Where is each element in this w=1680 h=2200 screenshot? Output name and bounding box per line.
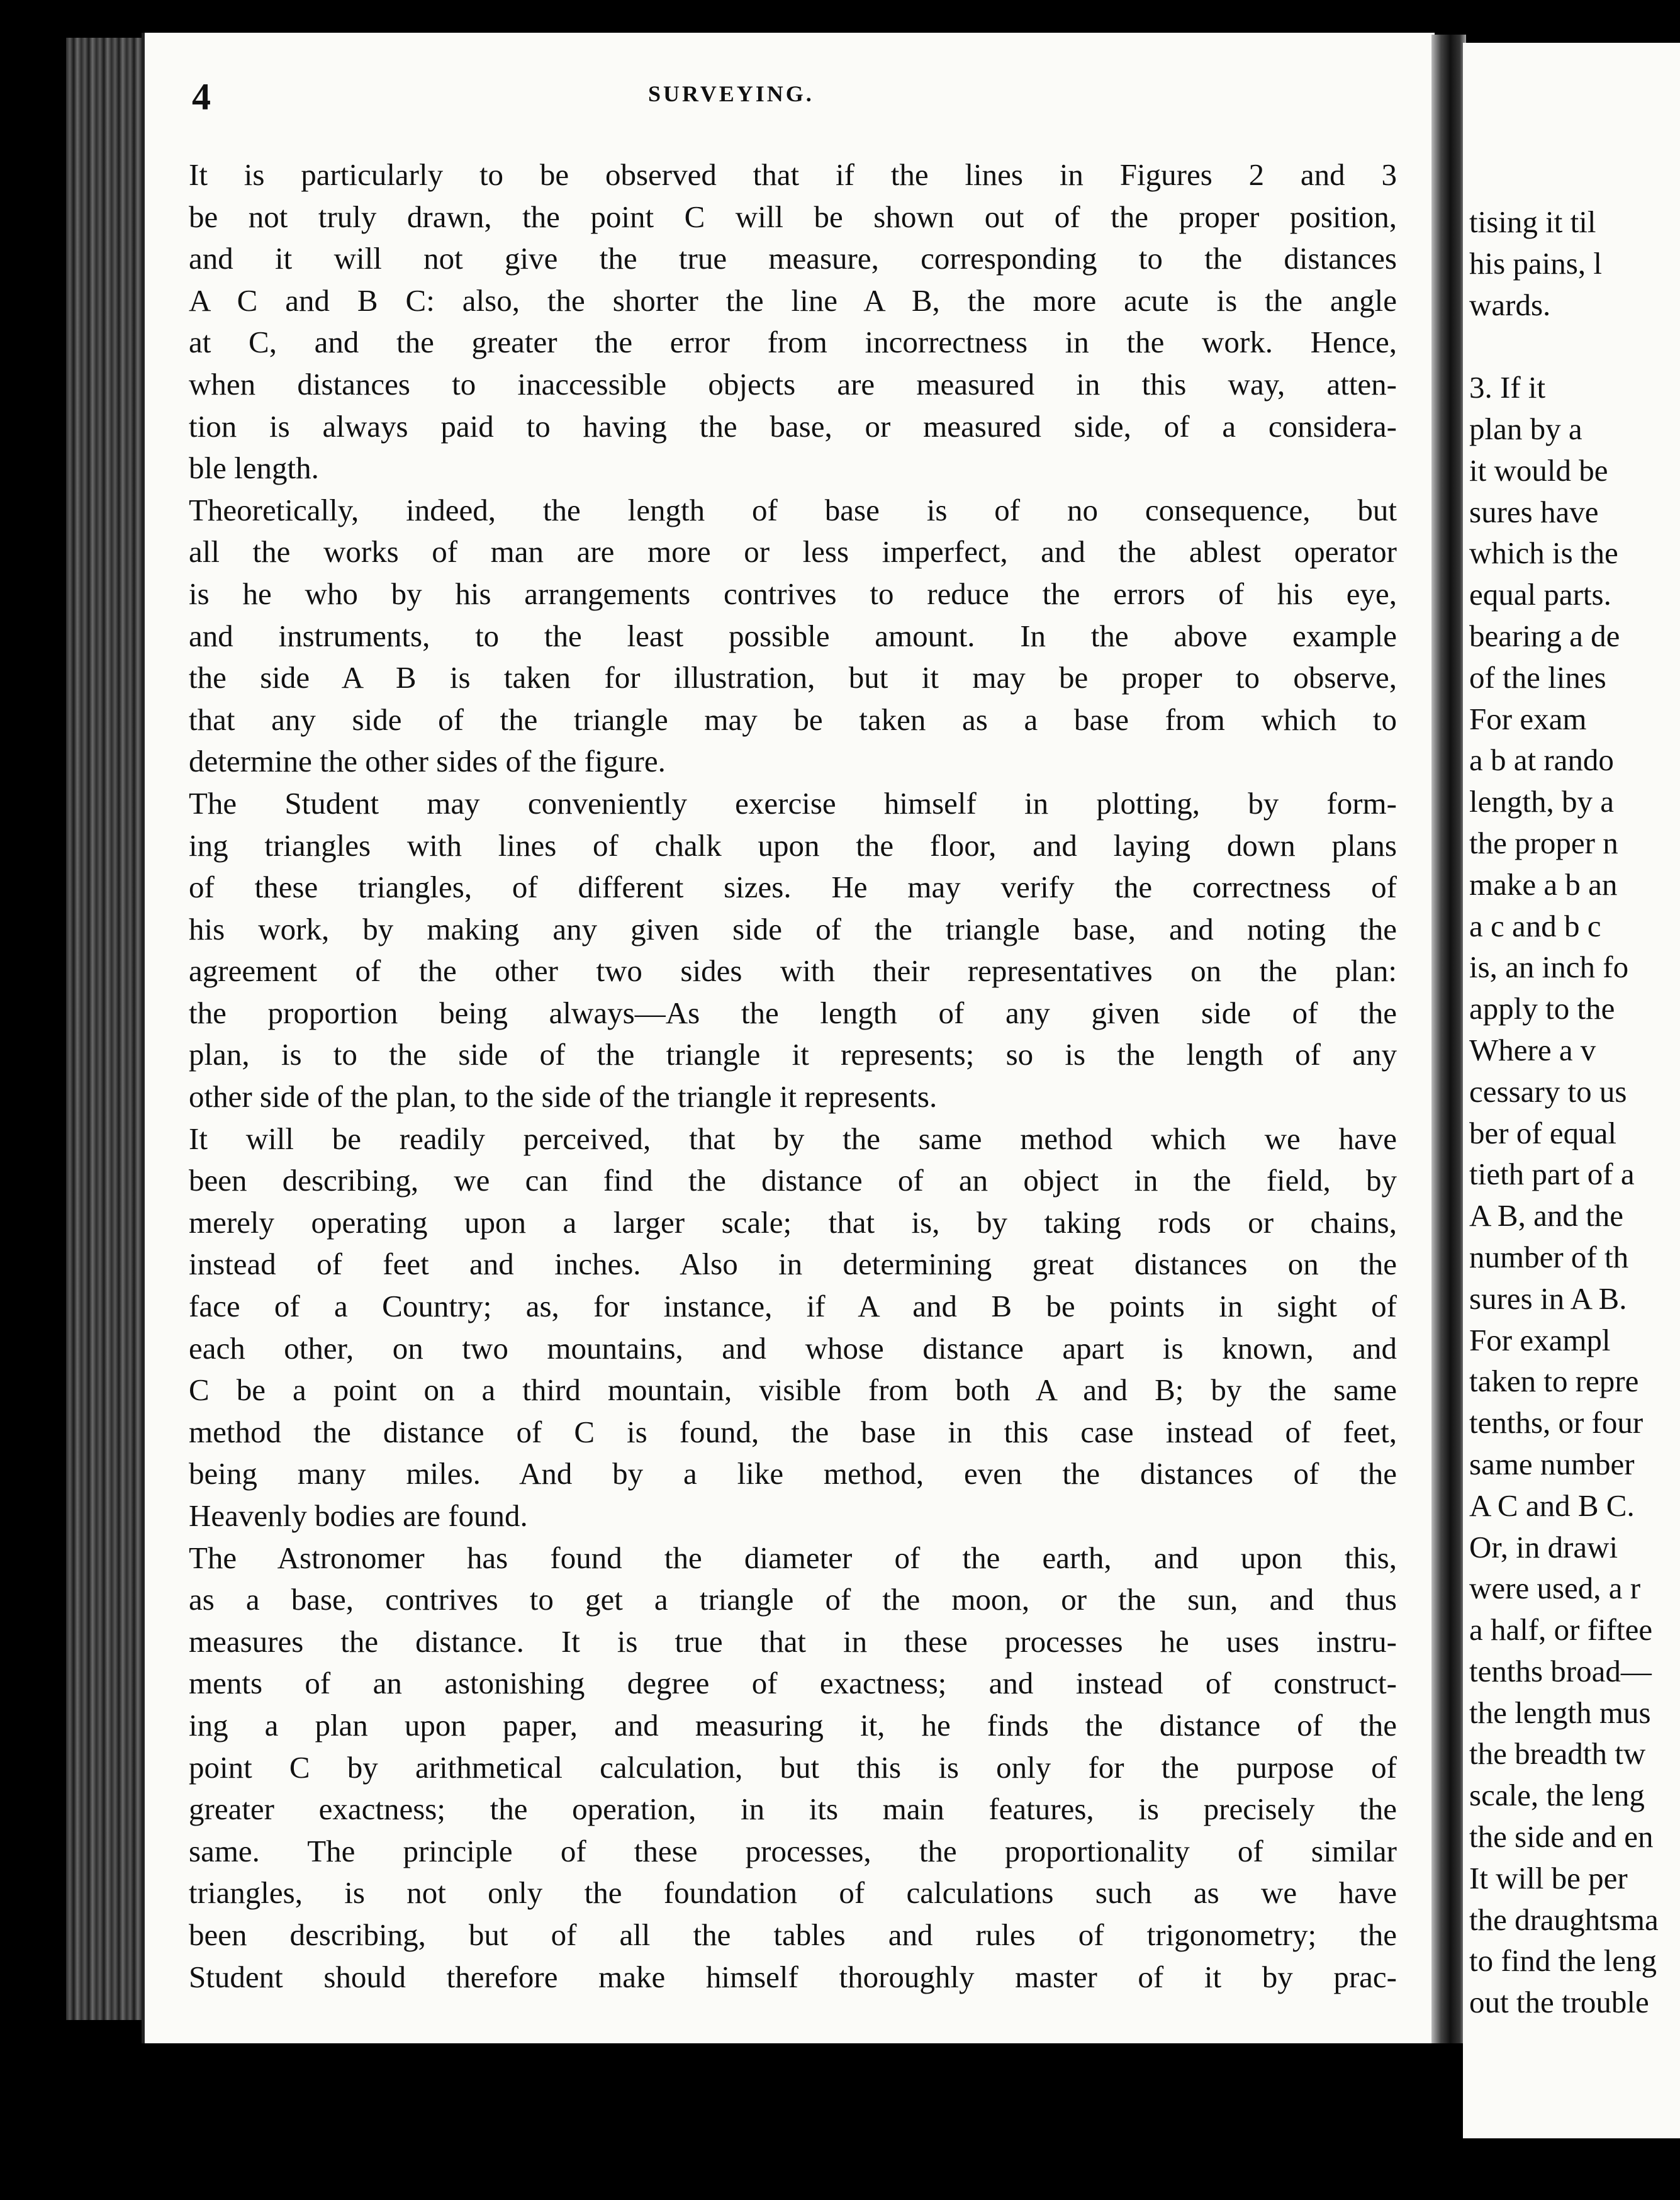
text-line: ing triangles with lines of chalk upon the floor, and laying down plans: [189, 828, 1397, 863]
facing-text-line: taken to repre: [1469, 1364, 1639, 1399]
text-line: determine the other sides of the figure.: [189, 744, 666, 779]
facing-text-line: Or, in drawi: [1469, 1529, 1618, 1564]
facing-text-line: bearing a de: [1469, 618, 1620, 653]
facing-text-line: apply to the: [1469, 991, 1615, 1026]
facing-text-line: tieth part of a: [1469, 1157, 1635, 1192]
facing-text-line: For exampl: [1469, 1322, 1611, 1357]
text-line: as a base, contrives to get a triangle of the moon, or the sun, and thus: [189, 1582, 1397, 1617]
text-line: instead of feet and inches. Also in determining great distances on the: [189, 1247, 1397, 1282]
running-head: SURVEYING.: [648, 81, 814, 106]
text-line: other side of the plan, to the side of the triangle it represents.: [189, 1079, 938, 1114]
facing-text-line: 3. If it: [1469, 370, 1546, 405]
facing-text-line: wards.: [1469, 287, 1551, 322]
text-line: of these triangles, of different sizes. He may verify the correctness of: [189, 870, 1397, 905]
text-line: when distances to inaccessible objects are measured in this way, atten-: [189, 366, 1397, 401]
facing-text-line: the length mus: [1469, 1695, 1651, 1730]
text-line: tion is always paid to having the base, or measured side, of a considera-: [189, 408, 1397, 444]
facing-text-line: to find the leng: [1469, 1943, 1657, 1978]
facing-text-line: a b at rando: [1469, 743, 1614, 778]
text-line: and it will not give the true measure, corresponding to the distances: [189, 241, 1397, 276]
facing-text-line: ber of equal: [1469, 1115, 1616, 1150]
text-line: triangles, is not only the foundation of calculations such as we have: [189, 1875, 1397, 1911]
text-line: the proportion being always—As the length of any given side of the: [189, 995, 1397, 1030]
facing-text-line: a half, or fiftee: [1469, 1612, 1653, 1647]
facing-text-line: sures in A B.: [1469, 1281, 1627, 1316]
main-text-block: [189, 154, 1397, 1998]
book-gutter: [1431, 35, 1466, 2130]
text-line: and instruments, to the least possible amount. In the above example: [189, 618, 1397, 653]
facing-text-line: it would be: [1469, 452, 1608, 488]
facing-text-line: sures have: [1469, 494, 1599, 529]
text-line: ments of an astonishing degree of exactness; and instead of construct-: [189, 1666, 1397, 1701]
facing-text-line: length, by a: [1469, 784, 1614, 819]
facing-text-line: equal parts.: [1469, 577, 1611, 612]
text-line: been describing, but of all the tables and rules of trigonometry; the: [189, 1917, 1397, 1952]
text-line: A C and B C: also, the shorter the line A B, the more acute is the angle: [189, 283, 1397, 318]
text-line: The Astronomer has found the diameter of the earth, and upon this,: [189, 1540, 1397, 1575]
book-binding-edge: [66, 38, 154, 2020]
text-line: greater exactness; the operation, in its main features, is precisely the: [189, 1792, 1397, 1827]
facing-text-line: cessary to us: [1469, 1074, 1627, 1109]
facing-text-line: were used, a r: [1469, 1571, 1641, 1606]
facing-text-line: his pains, l: [1469, 245, 1602, 281]
text-line: merely operating upon a larger scale; that is, by taking rods or chains,: [189, 1204, 1397, 1240]
facing-text-line: A B, and the: [1469, 1198, 1623, 1233]
facing-text-line: the side and en: [1469, 1819, 1654, 1855]
facing-text-line: is, an inch fo: [1469, 950, 1629, 985]
text-line: Student should therefore make himself thoroughly master of it by prac-: [189, 1959, 1397, 1994]
facing-text-line: tenths broad—: [1469, 1653, 1652, 1688]
text-line: C be a point on a third mountain, visible from both A and B; by the same: [189, 1372, 1397, 1408]
facing-text-line: plan by a: [1469, 411, 1582, 446]
text-line: each other, on two mountains, and whose distance apart is known, and: [189, 1330, 1397, 1366]
text-line: been describing, we can find the distance of an object in the field, by: [189, 1163, 1397, 1198]
facing-page-text: [1469, 201, 1680, 2023]
text-line: method the distance of C is found, the base in this case instead of feet,: [189, 1414, 1397, 1449]
text-line: be not truly drawn, the point C will be shown out of the proper position,: [189, 199, 1397, 234]
text-line: at C, and the greater the error from incorrectness in the work. Hence,: [189, 325, 1397, 360]
facing-text-line: make a b an: [1469, 867, 1618, 902]
text-line: all the works of man are more or less imperfect, and the ablest operator: [189, 534, 1397, 570]
text-line: plan, is to the side of the triangle it represents; so is the length of any: [189, 1037, 1397, 1072]
text-line: point C by arithmetical calculation, but this is only for the purpose of: [189, 1749, 1397, 1785]
facing-text-line: It will be per: [1469, 1860, 1628, 1895]
facing-text-line: number of th: [1469, 1239, 1629, 1274]
facing-text-line: A C and B C.: [1469, 1488, 1635, 1523]
facing-text-line: For exam: [1469, 701, 1587, 736]
text-line: his work, by making any given side of the triangle base, and noting the: [189, 911, 1397, 946]
scan-top-border: [0, 0, 1680, 31]
facing-text-line: a c and b c: [1469, 908, 1601, 943]
page-number: 4: [192, 76, 211, 118]
facing-text-line: tenths, or four: [1469, 1405, 1644, 1440]
text-line: that any side of the triangle may be taken as a base from which to: [189, 702, 1397, 737]
facing-text-line: which is the: [1469, 536, 1618, 571]
facing-text-line: tising it til: [1469, 205, 1596, 239]
facing-text-line: the proper n: [1469, 825, 1618, 860]
text-line: It will be readily perceived, that by the same method which we have: [189, 1121, 1397, 1156]
facing-text-line: of the lines: [1469, 659, 1606, 695]
facing-text-line: the draughtsma: [1469, 1902, 1659, 1937]
facing-text-line: [1469, 325, 1680, 367]
facing-page: [1463, 43, 1680, 2138]
text-line: Heavenly bodies are found.: [189, 1498, 528, 1533]
text-line: Theoretically, indeed, the length of base is of no consequence, but: [189, 492, 1397, 527]
facing-text-line: same number: [1469, 1446, 1635, 1481]
facing-text-line: the breadth tw: [1469, 1736, 1646, 1771]
text-line: ing a plan upon paper, and measuring it, he finds the distance of the: [189, 1707, 1397, 1743]
facing-text-line: scale, the leng: [1469, 1778, 1645, 1813]
text-line: same. The principle of these processes, the proportionality of similar: [189, 1833, 1397, 1868]
text-line: ble length.: [189, 451, 319, 486]
text-line: being many miles. And by a like method, even the distances of the: [189, 1456, 1397, 1491]
text-line: The Student may conveniently exercise himself in plotting, by form-: [189, 785, 1397, 821]
text-line: is he who by his arrangements contrives to reduce the errors of his eye,: [189, 576, 1397, 611]
facing-text-line: Where a v: [1469, 1032, 1596, 1067]
text-line: It is particularly to be observed that if the lines in Figures 2 and 3: [189, 157, 1397, 192]
scan-bottom-border: [142, 2043, 1463, 2200]
text-line: the side A B is taken for illustration, but it may be proper to observe,: [189, 660, 1397, 695]
text-line: agreement of the other two sides with their representatives on the plan:: [189, 953, 1397, 989]
text-line: measures the distance. It is true that in these processes he uses instru-: [189, 1624, 1397, 1659]
text-line: face of a Country; as, for instance, if A and B be points in sight of: [189, 1289, 1397, 1324]
facing-text-line: out the trouble: [1469, 1985, 1649, 2020]
